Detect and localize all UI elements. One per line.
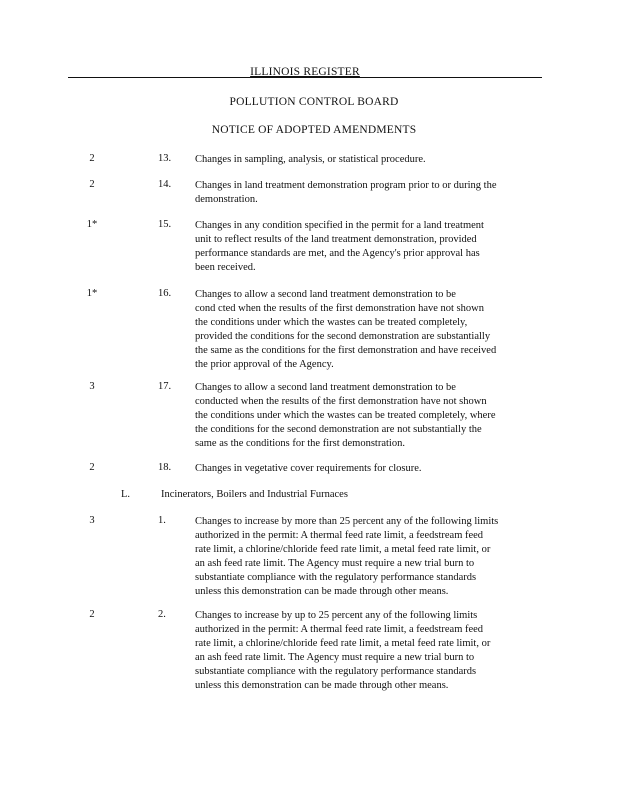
- item-number: 18.: [158, 462, 172, 473]
- item-code: 2: [89, 609, 95, 620]
- item-code: 1*: [86, 219, 98, 230]
- item-line: demonstration.: [195, 194, 258, 205]
- item-line: Changes to increase by up to 25 percent any of the following limits: [195, 610, 478, 621]
- item-line: unit to reflect results of the land treatment demonstration, provided: [195, 234, 477, 245]
- header-rule: [68, 77, 542, 78]
- item-line: same as the conditions for the first demonstration.: [195, 438, 405, 449]
- item-line: an ash feed rate limit. The Agency must require a new trial burn to: [195, 558, 475, 569]
- item-line: Changes in vegetative cover requirements for closure.: [195, 463, 422, 474]
- notice-title: NOTICE OF ADOPTED AMENDMENTS: [211, 124, 417, 136]
- item-number: 13.: [158, 153, 172, 164]
- board-title: POLLUTION CONTROL BOARD: [229, 96, 399, 108]
- item-text: [195, 153, 545, 167]
- item-text: [195, 179, 545, 207]
- register-title: ILLINOIS REGISTER: [250, 66, 360, 78]
- item-line: the same as the conditions for the first demonstration and have received: [195, 345, 497, 356]
- item-number: 1.: [158, 515, 166, 526]
- item-number: 16.: [158, 288, 172, 299]
- item-text: [195, 515, 545, 599]
- item-line: substantiate compliance with the regulatory performance standards: [195, 666, 477, 677]
- item-line: substantiate compliance with the regulatory performance standards: [195, 572, 477, 583]
- section-title: Incinerators, Boilers and Industrial Furnaces: [161, 489, 348, 500]
- item-line: unless this demonstration can be made through other means.: [195, 680, 449, 691]
- item-line: conducted when the results of the first demonstration have not shown: [195, 396, 487, 407]
- item-number: 14.: [158, 179, 172, 190]
- item-line: authorized in the permit: A thermal feed rate limit, a feedstream feed: [195, 530, 484, 541]
- item-line: Changes to increase by more than 25 percent any of the following limits: [195, 516, 499, 527]
- item-text: [195, 609, 545, 693]
- item-number: 2.: [158, 609, 166, 620]
- item-line: unless this demonstration can be made through other means.: [195, 586, 449, 597]
- item-line: rate limit, a chlorine/chloride feed rate limit, a metal feed rate limit, or: [195, 638, 491, 649]
- item-line: the conditions under which the wastes can be treated completely,: [195, 317, 468, 328]
- item-line: Changes to allow a second land treatment demonstration to be: [195, 382, 456, 393]
- item-line: cond cted when the results of the first demonstration have not shown: [195, 303, 484, 314]
- item-text: [195, 381, 545, 451]
- item-code: 3: [89, 381, 95, 392]
- item-text: [195, 462, 545, 476]
- section-letter: L.: [121, 489, 131, 500]
- item-code: 1*: [86, 288, 98, 299]
- item-code: 2: [89, 153, 95, 164]
- item-code: 2: [89, 462, 95, 473]
- item-line: an ash feed rate limit. The Agency must require a new trial burn to: [195, 652, 475, 663]
- item-line: been received.: [195, 262, 256, 273]
- item-text: [195, 219, 545, 275]
- item-text: [195, 288, 545, 372]
- item-line: Changes in any condition specified in the permit for a land treatment: [195, 220, 484, 231]
- item-line: performance standards are met, and the Agency's prior approval has: [195, 248, 480, 259]
- item-line: Changes to allow a second land treatment demonstration to be: [195, 289, 456, 300]
- item-line: rate limit, a chlorine/chloride feed rate limit, a metal feed rate limit, or: [195, 544, 491, 555]
- item-code: 2: [89, 179, 95, 190]
- item-number: 15.: [158, 219, 172, 230]
- item-line: provided the conditions for the second demonstration are substantially: [195, 331, 491, 342]
- item-line: Changes in land treatment demonstration program prior to or during the: [195, 180, 497, 191]
- item-line: the conditions under which the wastes can be treated completely, where: [195, 410, 496, 421]
- item-line: the conditions for the second demonstration are not substantially the: [195, 424, 482, 435]
- item-number: 17.: [158, 381, 172, 392]
- item-line: authorized in the permit: A thermal feed rate limit, a feedstream feed: [195, 624, 484, 635]
- item-line: the prior approval of the Agency.: [195, 359, 334, 370]
- item-code: 3: [89, 515, 95, 526]
- item-line: Changes in sampling, analysis, or statistical procedure.: [195, 154, 426, 165]
